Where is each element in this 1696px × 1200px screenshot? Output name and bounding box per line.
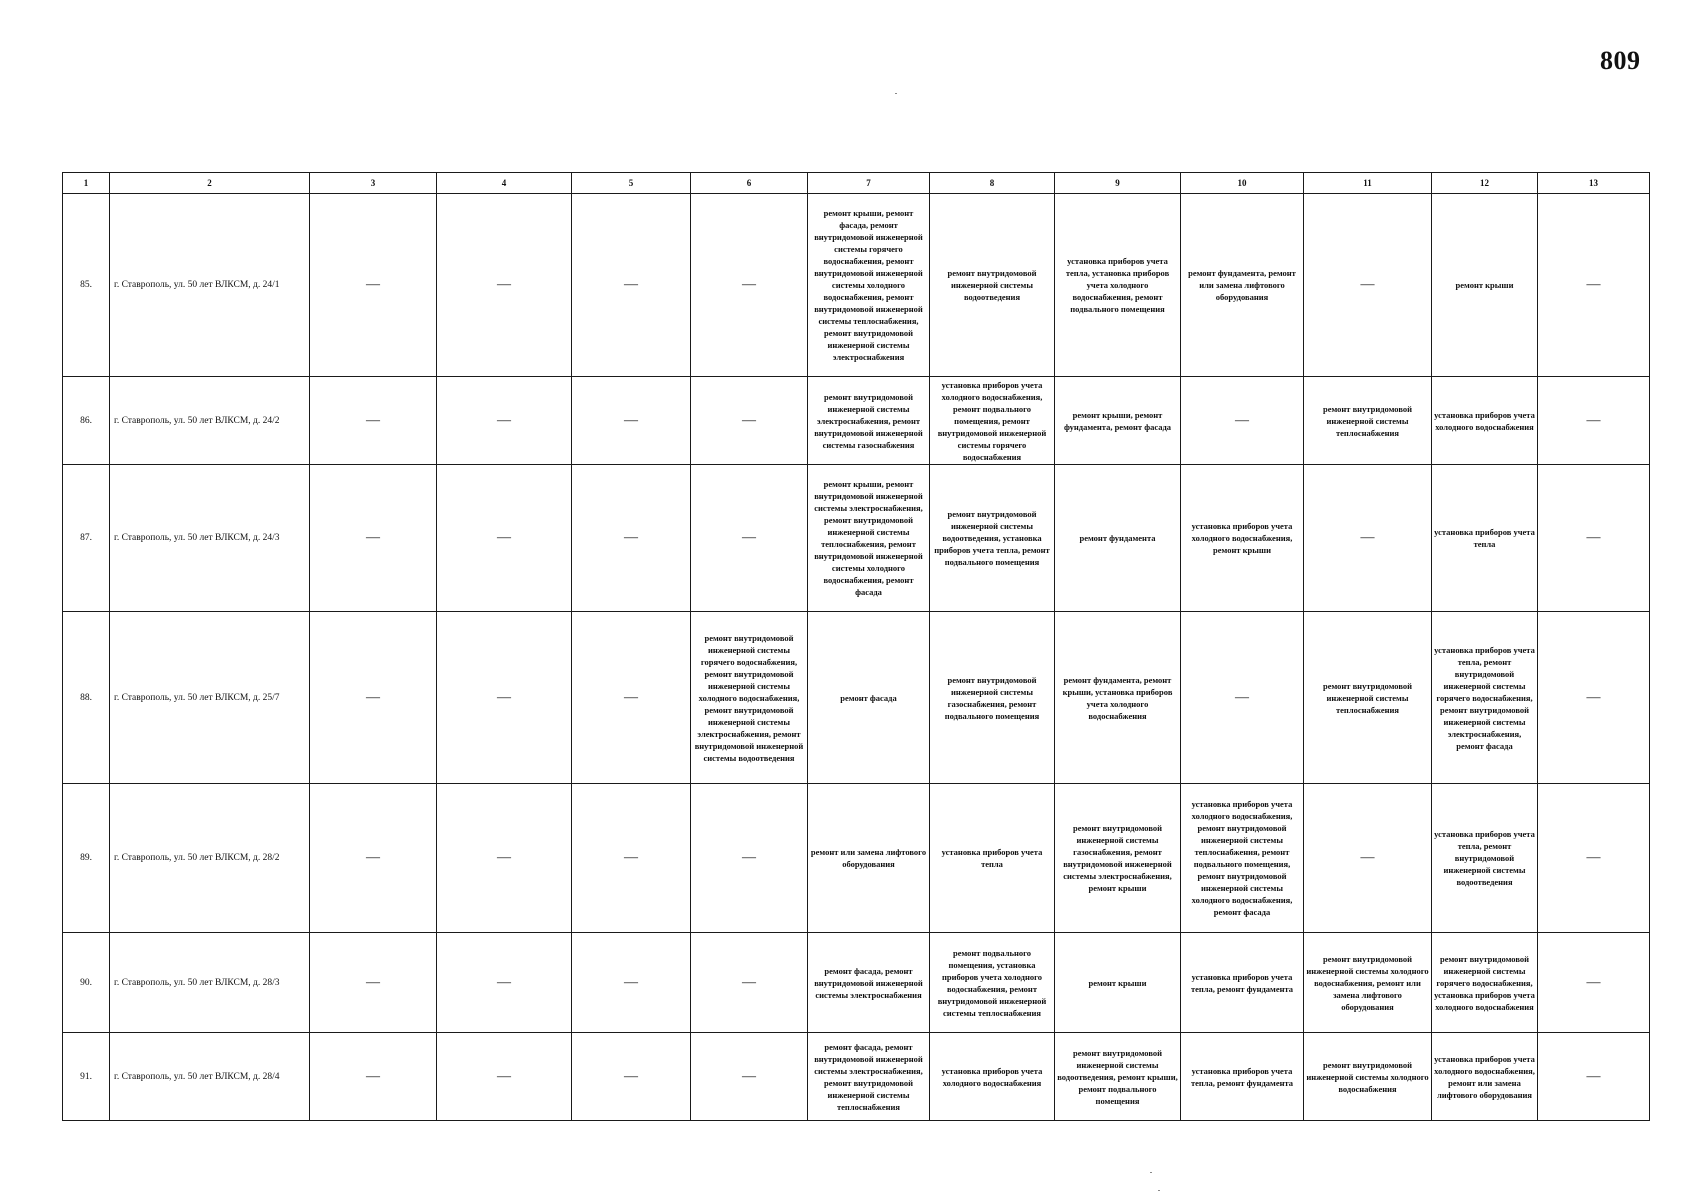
dash: —: [742, 850, 756, 865]
table-row: [63, 612, 1650, 784]
empty-cell: [572, 933, 691, 1033]
table-row: [63, 377, 1650, 465]
empty-cell: [691, 1033, 808, 1121]
work-cell: ремонт фундамента: [1055, 465, 1181, 612]
address-cell: г. Ставрополь, ул. 50 лет ВЛКСМ, д. 25/7: [110, 612, 310, 784]
page-number: 809: [1600, 46, 1641, 75]
dash: —: [366, 530, 380, 545]
dash: —: [1586, 277, 1601, 292]
empty-cell: [572, 465, 691, 612]
work-cell: установка приборов учета холодного водоснабжения, ремонт подвального помещения, ремонт внутридомовой инженерной системы горячего водоснабжения: [930, 377, 1055, 465]
work-cell: ремонт внутридомовой инженерной системы газоснабжения, ремонт подвального помещения: [930, 612, 1055, 784]
work-cell: установка приборов учета тепла, установка приборов учета холодного водоснабжения, ремонт подвального помещения: [1055, 194, 1181, 377]
work-cell: установка приборов учета холодного водоснабжения: [1432, 377, 1538, 465]
empty-cell: [310, 194, 437, 377]
work-cell: установка приборов учета тепла, ремонт внутридомовой инженерной системы водоотведения: [1432, 784, 1538, 933]
dash: —: [742, 412, 756, 428]
column-header: 10: [1181, 173, 1304, 194]
column-number-row: [63, 173, 1650, 194]
address-cell: г. Ставрополь, ул. 50 лет ВЛКСМ, д. 28/2: [110, 784, 310, 933]
column-header: 2: [110, 173, 310, 194]
work-cell: установка приборов учета тепла, ремонт фундамента: [1181, 1033, 1304, 1121]
row-number: 87.: [63, 465, 110, 612]
work-cell: ремонт внутридомовой инженерной системы холодного водоснабжения: [1304, 1033, 1432, 1121]
row-number: 90.: [63, 933, 110, 1033]
dash: —: [742, 277, 756, 292]
empty-cell: [691, 377, 808, 465]
empty-cell: [437, 1033, 572, 1121]
dash: —: [1235, 689, 1249, 705]
dash: —: [1586, 530, 1601, 545]
dash: —: [1360, 530, 1375, 545]
dash: —: [742, 974, 756, 990]
column-header: 13: [1538, 173, 1650, 194]
row-number: 85.: [63, 194, 110, 377]
dash: —: [366, 1068, 380, 1084]
column-header: 1: [63, 173, 110, 194]
dash: —: [742, 530, 756, 545]
row-number: 91.: [63, 1033, 110, 1121]
dash: —: [624, 530, 638, 545]
dash: —: [497, 1068, 511, 1084]
empty-cell: [437, 933, 572, 1033]
empty-cell: [1538, 377, 1650, 465]
empty-cell: [437, 377, 572, 465]
table-row: [63, 784, 1650, 933]
work-cell: ремонт фасада, ремонт внутридомовой инженерной системы электроснабжения, ремонт внутридомовой инженерной системы теплоснабжения: [808, 1033, 930, 1121]
dash: —: [742, 1068, 756, 1084]
dash: —: [624, 277, 638, 292]
table-row: [63, 1033, 1650, 1121]
empty-cell: [310, 465, 437, 612]
dash: —: [624, 850, 638, 865]
scan-speck: [895, 93, 897, 94]
empty-cell: [572, 784, 691, 933]
dash: —: [1360, 277, 1375, 292]
dash: —: [366, 850, 380, 865]
empty-cell: [1304, 465, 1432, 612]
work-cell: ремонт внутридомовой инженерной системы холодного водоснабжения, ремонт или замена лифтового оборудования: [1304, 933, 1432, 1033]
dash: —: [624, 1068, 638, 1084]
work-cell: установка приборов учета холодного водоснабжения, ремонт крыши: [1181, 465, 1304, 612]
empty-cell: [1181, 377, 1304, 465]
work-cell: ремонт внутридомовой инженерной системы газоснабжения, ремонт внутридомовой инженерной системы электроснабжения, ремонт крыши: [1055, 784, 1181, 933]
empty-cell: [1538, 612, 1650, 784]
dash: —: [366, 974, 380, 990]
work-cell: установка приборов учета холодного водоснабжения, ремонт внутридомовой инженерной системы теплоснабжения, ремонт подвального помещения, ремонт внутридомовой инженерной системы холодного водоснабжения, ремонт фасада: [1181, 784, 1304, 933]
work-cell: ремонт крыши, ремонт фундамента, ремонт фасада: [1055, 377, 1181, 465]
column-header: 7: [808, 173, 930, 194]
table-row: [63, 194, 1650, 377]
dash: —: [1586, 1068, 1601, 1084]
empty-cell: [1181, 612, 1304, 784]
empty-cell: [1538, 784, 1650, 933]
empty-cell: [1538, 194, 1650, 377]
dash: —: [497, 412, 511, 428]
work-cell: ремонт внутридомовой инженерной системы водоотведения, установка приборов учета тепла, ремонт подвального помещения: [930, 465, 1055, 612]
dash: —: [624, 689, 638, 705]
empty-cell: [572, 194, 691, 377]
empty-cell: [1538, 1033, 1650, 1121]
dash: —: [497, 974, 511, 990]
work-cell: ремонт фасада, ремонт внутридомовой инженерной системы электроснабжения: [808, 933, 930, 1033]
empty-cell: [691, 465, 808, 612]
column-header: 11: [1304, 173, 1432, 194]
work-cell: установка приборов учета холодного водоснабжения: [930, 1033, 1055, 1121]
empty-cell: [1304, 194, 1432, 377]
column-header: 8: [930, 173, 1055, 194]
work-cell: ремонт крыши: [1055, 933, 1181, 1033]
dash: —: [366, 689, 380, 705]
empty-cell: [691, 784, 808, 933]
table-row: [63, 933, 1650, 1033]
table-row: [63, 465, 1650, 612]
dash: —: [1586, 412, 1601, 428]
address-cell: г. Ставрополь, ул. 50 лет ВЛКСМ, д. 28/4: [110, 1033, 310, 1121]
dash: —: [497, 689, 511, 705]
empty-cell: [691, 933, 808, 1033]
column-header: 3: [310, 173, 437, 194]
work-cell: ремонт подвального помещения, установка приборов учета холодного водоснабжения, ремонт внутридомовой инженерной системы теплоснабжения: [930, 933, 1055, 1033]
dash: —: [1586, 974, 1601, 990]
work-cell: установка приборов учета тепла: [1432, 465, 1538, 612]
empty-cell: [691, 194, 808, 377]
address-cell: г. Ставрополь, ул. 50 лет ВЛКСМ, д. 28/3: [110, 933, 310, 1033]
dash: —: [1586, 850, 1601, 865]
row-number: 89.: [63, 784, 110, 933]
empty-cell: [1538, 933, 1650, 1033]
column-header: 6: [691, 173, 808, 194]
empty-cell: [310, 377, 437, 465]
column-header: 12: [1432, 173, 1538, 194]
work-cell: ремонт крыши, ремонт фасада, ремонт внутридомовой инженерной системы горячего водоснабжения, ремонт внутридомовой инженерной системы холодного водоснабжения, ремонт внутридомовой инженерной системы теплоснабжения, ремонт внутридомовой инженерной системы электроснабжения: [808, 194, 930, 377]
empty-cell: [310, 784, 437, 933]
work-cell: ремонт фасада: [808, 612, 930, 784]
work-cell: ремонт фундамента, ремонт крыши, установка приборов учета холодного водоснабжения: [1055, 612, 1181, 784]
empty-cell: [572, 377, 691, 465]
empty-cell: [572, 1033, 691, 1121]
empty-cell: [437, 465, 572, 612]
work-cell: установка приборов учета холодного водоснабжения, ремонт или замена лифтового оборудования: [1432, 1033, 1538, 1121]
work-cell: ремонт внутридомовой инженерной системы горячего водоснабжения, ремонт внутридомовой инженерной системы холодного водоснабжения, ремонт внутридомовой инженерной системы электроснабжения, ремонт внутридомовой инженерной системы водоотведения: [691, 612, 808, 784]
work-cell: ремонт внутридомовой инженерной системы водоотведения: [930, 194, 1055, 377]
dash: —: [497, 277, 511, 292]
work-cell: установка приборов учета тепла, ремонт внутридомовой инженерной системы горячего водоснабжения, ремонт внутридомовой инженерной системы электроснабжения, ремонт фасада: [1432, 612, 1538, 784]
dash: —: [366, 277, 380, 292]
work-cell: ремонт внутридомовой инженерной системы горячего водоснабжения, установка приборов учета холодного водоснабжения: [1432, 933, 1538, 1033]
work-cell: ремонт внутридомовой инженерной системы электроснабжения, ремонт внутридомовой инженерной системы газоснабжения: [808, 377, 930, 465]
address-cell: г. Ставрополь, ул. 50 лет ВЛКСМ, д. 24/1: [110, 194, 310, 377]
dash: —: [1360, 850, 1375, 865]
dash: —: [1235, 412, 1249, 428]
empty-cell: [437, 194, 572, 377]
empty-cell: [1538, 465, 1650, 612]
column-header: 4: [437, 173, 572, 194]
dash: —: [624, 974, 638, 990]
dash: —: [1586, 689, 1601, 705]
work-cell: ремонт внутридомовой инженерной системы теплоснабжения: [1304, 612, 1432, 784]
empty-cell: [310, 933, 437, 1033]
address-cell: г. Ставрополь, ул. 50 лет ВЛКСМ, д. 24/2: [110, 377, 310, 465]
work-cell: установка приборов учета тепла: [930, 784, 1055, 933]
address-cell: г. Ставрополь, ул. 50 лет ВЛКСМ, д. 24/3: [110, 465, 310, 612]
column-header: 9: [1055, 173, 1181, 194]
scan-speck: [1150, 1172, 1152, 1173]
dash: —: [497, 850, 511, 865]
empty-cell: [310, 612, 437, 784]
housing-repair-table: [62, 172, 1650, 1121]
work-cell: ремонт крыши, ремонт внутридомовой инженерной системы электроснабжения, ремонт внутридомовой инженерной системы теплоснабжения, ремонт внутридомовой инженерной системы холодного водоснабжения, ремонт фасада: [808, 465, 930, 612]
work-cell: ремонт внутридомовой инженерной системы водоотведения, ремонт крыши, ремонт подвального помещения: [1055, 1033, 1181, 1121]
work-cell: установка приборов учета тепла, ремонт фундамента: [1181, 933, 1304, 1033]
work-cell: ремонт фундамента, ремонт или замена лифтового оборудования: [1181, 194, 1304, 377]
dash: —: [366, 412, 380, 428]
work-cell: ремонт внутридомовой инженерной системы теплоснабжения: [1304, 377, 1432, 465]
work-cell: ремонт или замена лифтового оборудования: [808, 784, 930, 933]
empty-cell: [437, 784, 572, 933]
empty-cell: [572, 612, 691, 784]
column-header: 5: [572, 173, 691, 194]
empty-cell: [437, 612, 572, 784]
dash: —: [624, 412, 638, 428]
row-number: 86.: [63, 377, 110, 465]
scan-speck: [1158, 1190, 1160, 1191]
empty-cell: [1304, 784, 1432, 933]
dash: —: [497, 530, 511, 545]
row-number: 88.: [63, 612, 110, 784]
empty-cell: [310, 1033, 437, 1121]
work-cell: ремонт крыши: [1432, 194, 1538, 377]
